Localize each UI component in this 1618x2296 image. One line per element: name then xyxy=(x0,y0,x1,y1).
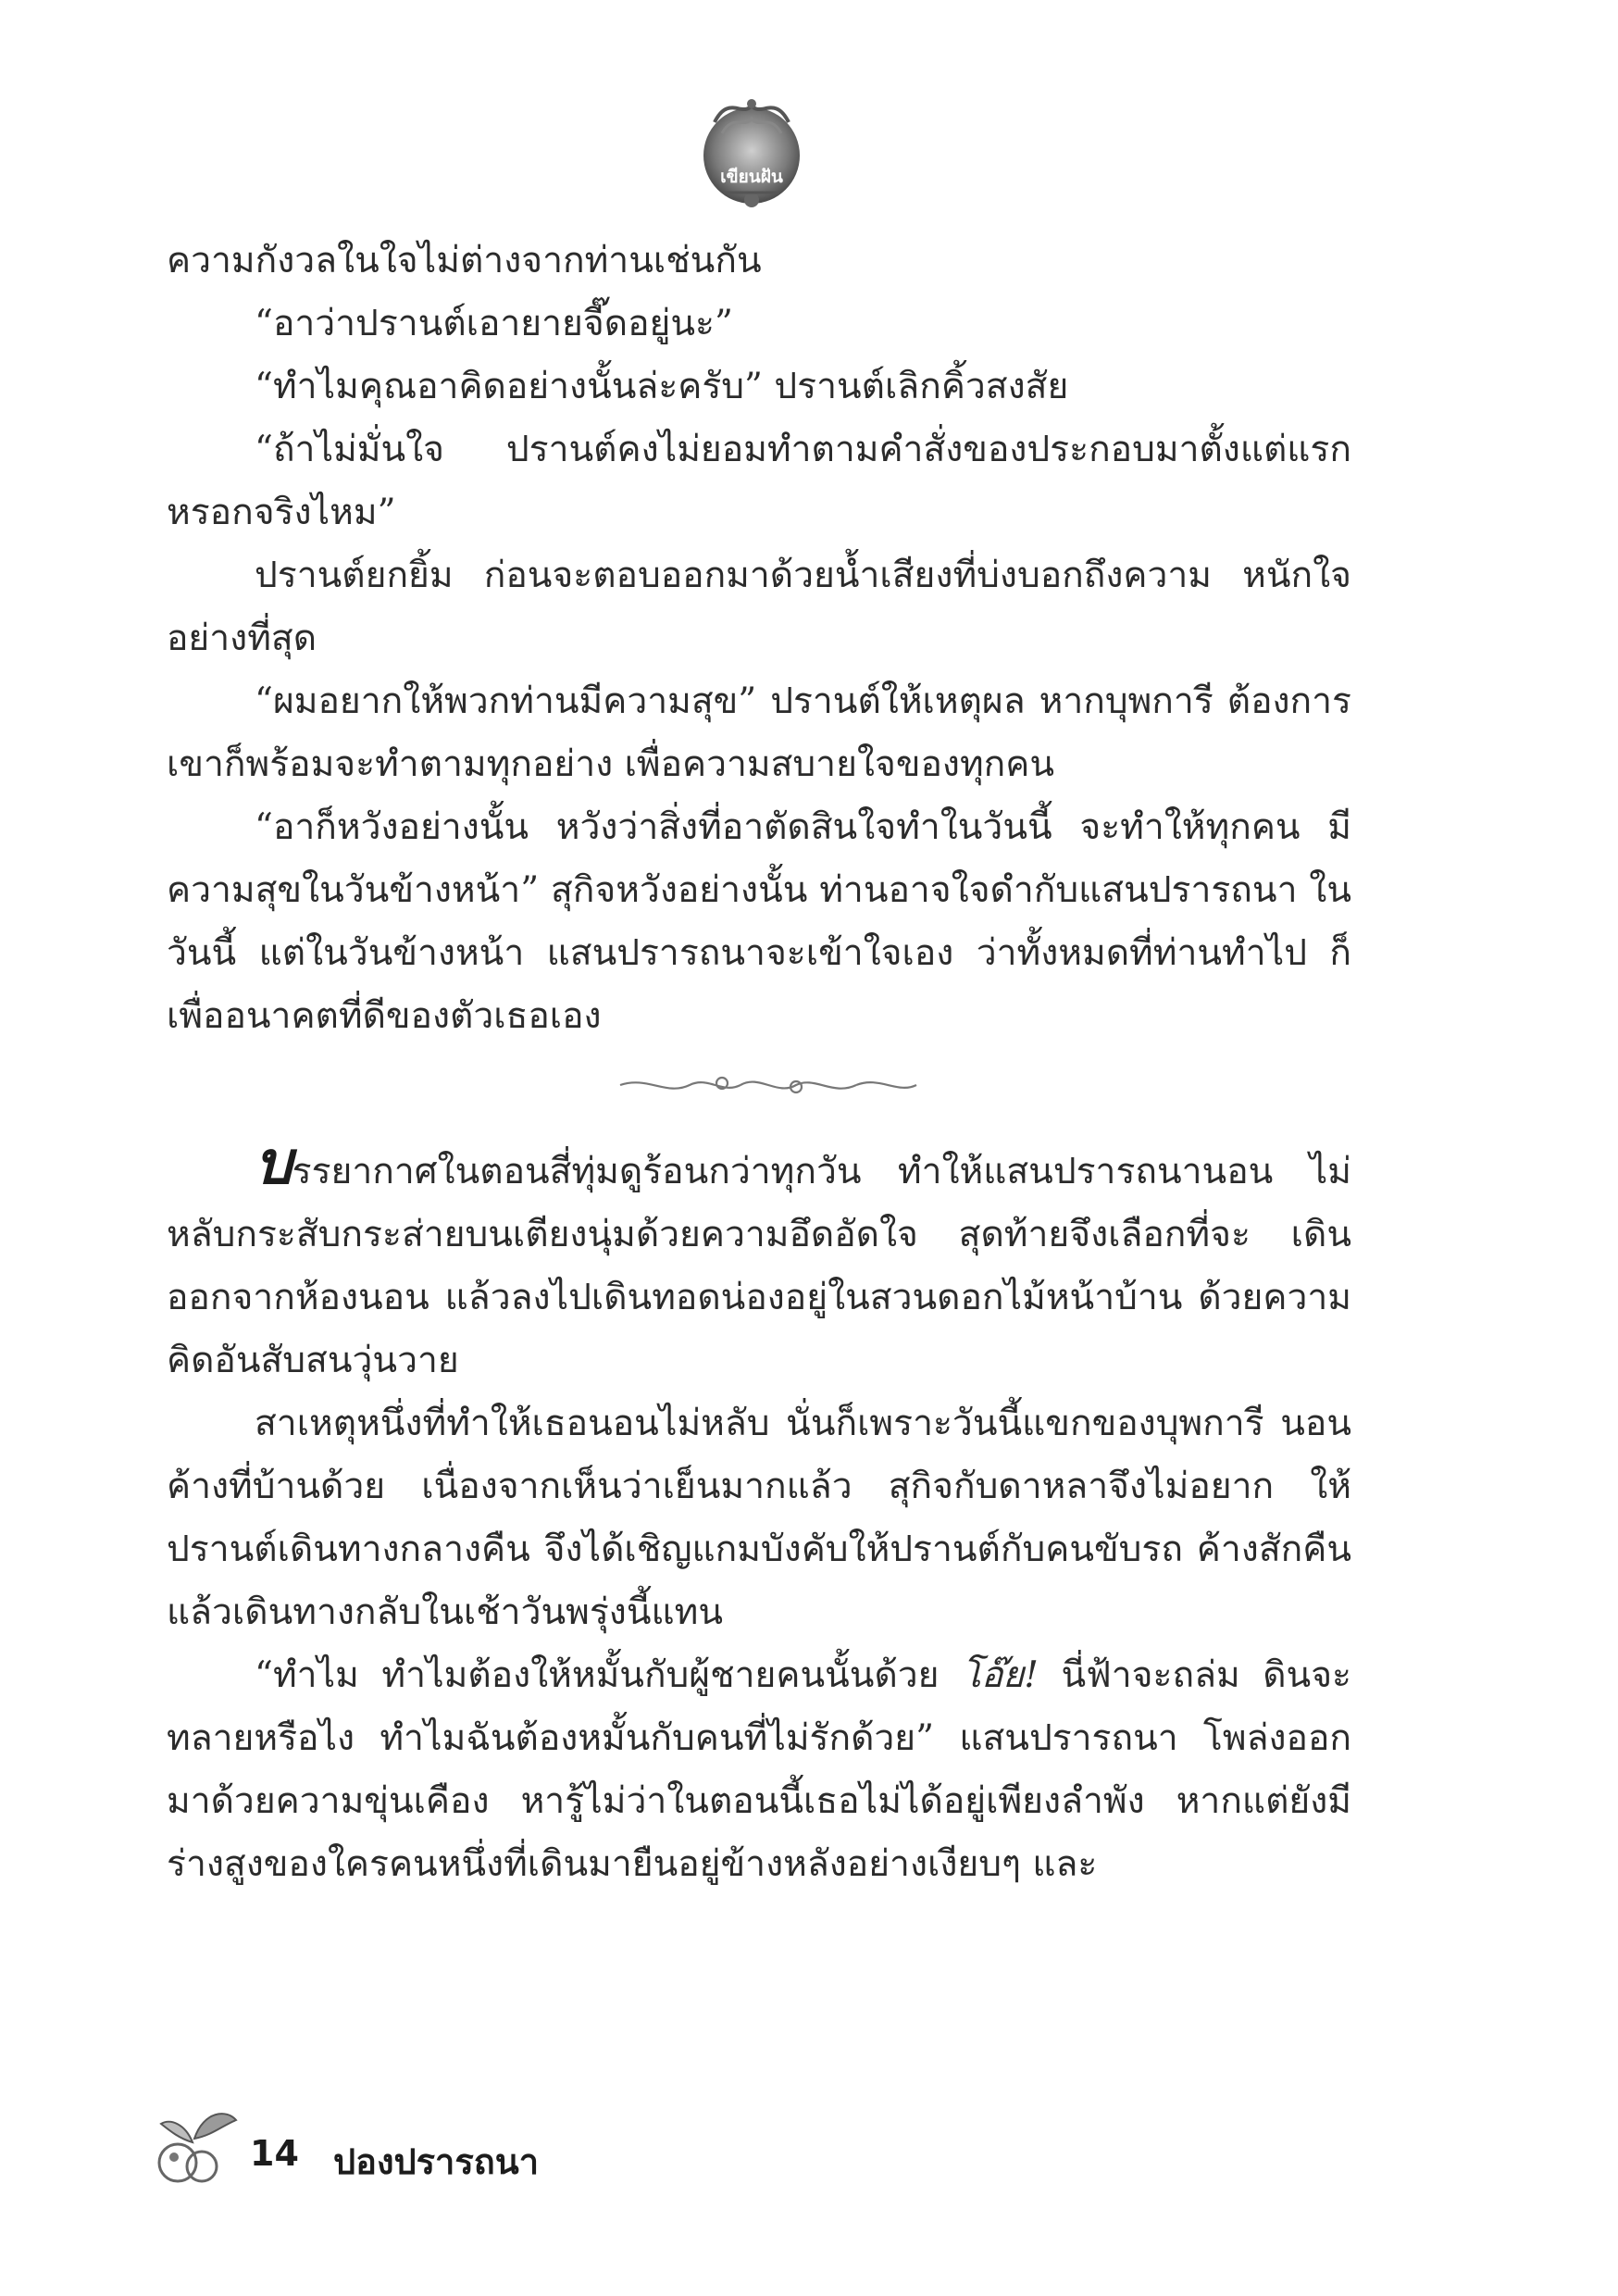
ring-flower-icon xyxy=(148,2102,241,2194)
paragraph-text: รรยากาศในตอนสี่ทุ่มดูร้อนกว่าทุกวัน ทำให้แสนปรารถนานอน ไม่หลับกระสับกระส่ายบนเตียงนุ่มด้วยความอึดอัดใจ สุดท้ายจึงเลือกที่จะ เดินออกจากห้องนอน แล้วลงไปเดินทอดน่องอยู่ในสวนดอกไม้หน้าบ้าน ด้วยความคิดอันสับสนวุ่นวาย xyxy=(167,1151,1351,1381)
emphasis-text: โอ๊ย! xyxy=(962,1654,1039,1696)
logo-label: เขียนฝัน xyxy=(720,167,783,187)
paragraph: “ทำไมคุณอาคิดอย่างนั้นล่ะครับ” ปรานต์เลิกคิ้วสงสัย xyxy=(255,366,1069,407)
paragraph: ความกังวลในใจไม่ต่างจากท่านเช่นกัน xyxy=(167,240,762,281)
paragraph: ปรานต์ยกยิ้ม ก่อนจะตอบออกมาด้วยน้ำเสียงที่บ่งบอกถึงความ หนักใจอย่างที่สุด xyxy=(167,555,1351,659)
book-title: ปองปรารถนา xyxy=(333,2141,540,2182)
paragraph xyxy=(167,1644,1351,1896)
paragraph: “อาว่าปรานต์เอายายจี๊ดอยู่นะ” xyxy=(255,303,733,344)
paragraph: “ถ้าไม่มั่นใจ ปรานต์คงไม่ยอมทำตามคำสั่งของประกอบมาตั้งแต่แรก หรอกจริงไหม” xyxy=(167,429,1351,533)
paragraph: “อาก็หวังอย่างนั้น หวังว่าสิ่งที่อาตัดสินใจทำในวันนี้ จะทำให้ทุกคน มีความสุขในวันข้างหน้า” สุกิจหวังอย่างนั้น ท่านอาจใจดำกับแสนปรารถนา ในวันนี้ แต่ในวันข้างหน้า แสนปรารถนาจะเข้าใจเอง ว่าทั้งหมดที่ท่านทำไป ก็เพื่ออนาคตที่ดีของตัวเธอเอง xyxy=(167,806,1351,1037)
paragraph: “ผมอยากให้พวกท่านมีความสุข” ปรานต์ให้เหตุผล หากบุพการี ต้องการ เขาก็พร้อมจะทำตามทุกอย่าง เพื่อความสบายใจของทุกคน xyxy=(167,680,1351,785)
page-footer xyxy=(148,2102,703,2194)
paragraph-text: นี่ฟ้าจะถล่ม ดินจะทลายหรือไง ทำไมฉันต้องหมั้นกับคนที่ไม่รักด้วย” แสนปรารถนา โพล่งออกมาด้วยความขุ่นเคือง หารู้ไม่ว่าในตอนนี้เธอไม่ได้อยู่เพียงลำพัง หากแต่ยังมีร่างสูงของใครคนหนึ่งที่เดินมายืนอยู่ข้างหลังอย่างเงียบๆ และ xyxy=(167,1654,1351,1885)
publisher-logo xyxy=(687,85,816,215)
paragraph-text: “ทำไม ทำไมต้องให้หมั้นกับผู้ชายคนนั้นด้วย xyxy=(255,1654,963,1696)
dropcap-letter: บ xyxy=(255,1129,292,1198)
page-body xyxy=(167,230,1351,1896)
paragraph: สาเหตุหนึ่งที่ทำให้เธอนอนไม่หลับ นั่นก็เพราะวันนี้แขกของบุพการี นอนค้างที่บ้านด้วย เนื่องจากเห็นว่าเย็นมากแล้ว สุกิจกับดาหลาจึงไม่อยาก ให้ปรานต์เดินทางกลางคืน จึงได้เชิญแกมบังคับให้ปรานต์กับคนขับรถ ค้างสักคืนแล้วเดินทางกลับในเช้าวันพรุ่งนี้แทน xyxy=(167,1403,1351,1633)
page-number: 14 xyxy=(250,2133,299,2174)
section-divider-ornament-icon xyxy=(167,1048,1351,1122)
paragraph-with-dropcap xyxy=(167,1129,1351,1392)
ornament-frame-icon xyxy=(687,85,816,215)
